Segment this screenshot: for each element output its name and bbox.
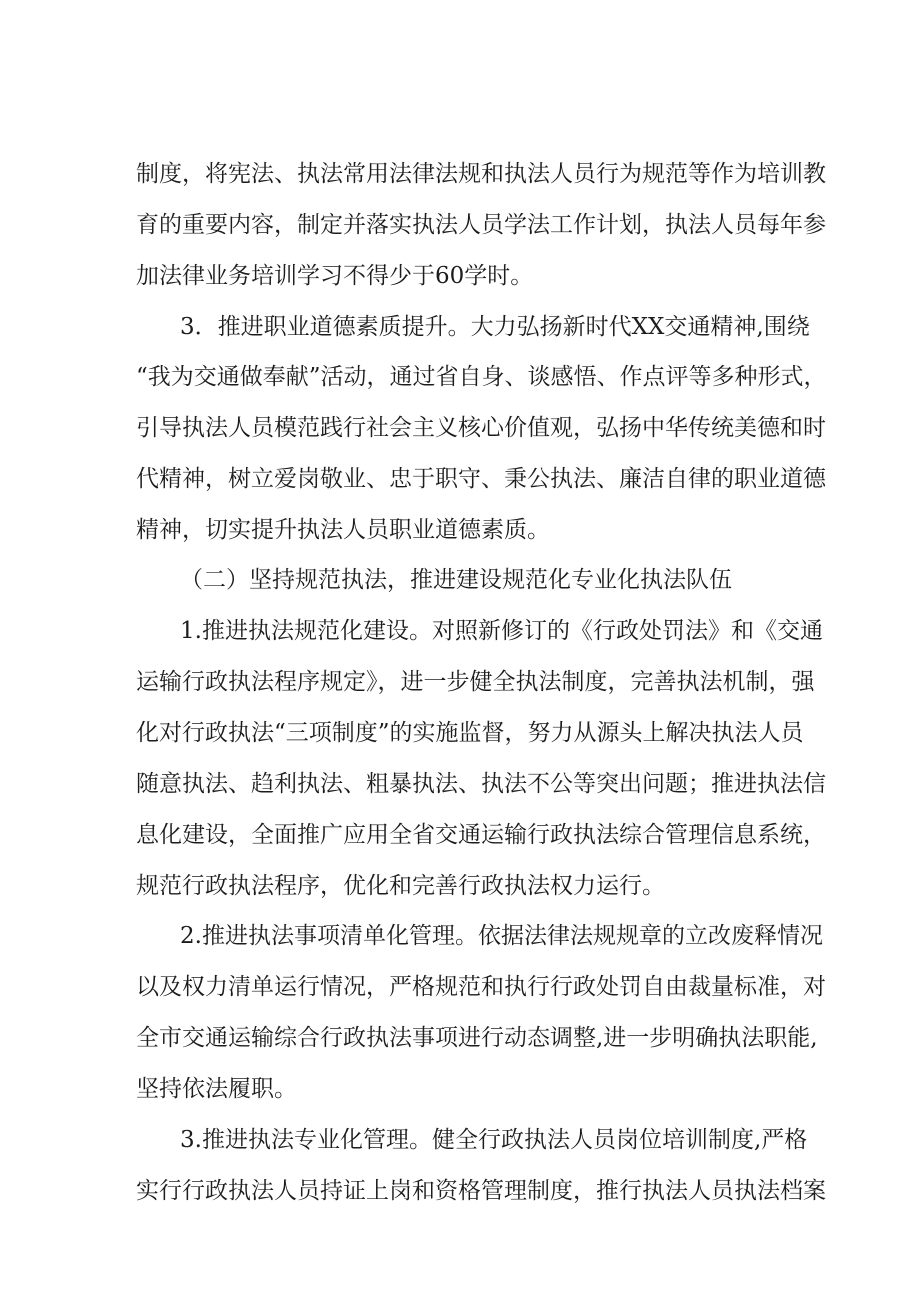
text-line-content: 实行行政执法人员持证上岗和资格管理制度，推行执法人员执法档案 <box>136 1178 826 1204</box>
text-line-content: 育的重要内容，制定并落实执法人员学法工作计划，执法人员每年参 <box>136 212 826 238</box>
text-line-content: 代精神，树立爱岗敬业、忠于职守、秉公执法、廉洁自律的职业道德 <box>136 466 826 492</box>
paragraph-first-line <box>0 611 920 651</box>
paragraph-first-line <box>0 307 920 347</box>
text-line <box>0 357 920 397</box>
text-line <box>0 154 920 194</box>
text-line-content: 引导执法人员模范践行社会主义核心价值观，弘扬中华传统美德和时 <box>136 415 826 441</box>
text-line-content: 化对行政执法“三项制度”的实施监督，努力从源头上解决执法人员 <box>136 720 804 746</box>
text-line <box>0 408 920 448</box>
text-line <box>0 967 920 1007</box>
text-line <box>0 662 920 702</box>
text-line <box>0 764 920 804</box>
text-line <box>0 510 920 550</box>
section-heading-text: （二）坚持规范执法，推进建设规范化专业化执法队伍 <box>180 567 732 593</box>
text-line-content: “我为交通做奉献”活动，通过省自身、谈感悟、作点评等多种形式， <box>136 364 827 390</box>
paragraph-first-line <box>0 916 920 956</box>
text-line-content: 随意执法、趋利执法、粗暴执法、执法不公等突出问题；推进执法信 <box>136 771 826 797</box>
text-line <box>0 1018 920 1058</box>
text-line-content: 以及权力清单运行情况，严格规范和执行行政处罚自由裁量标准，对 <box>136 974 826 1000</box>
text-line-content: 3.推进执法专业化管理。健全行政执法人员岗位培训制度,严格 <box>180 1127 808 1153</box>
text-line-content: 息化建设，全面推广应用全省交通运输行政执法综合管理信息系统， <box>136 822 826 848</box>
text-line-content: 运输行政执法程序规定》，进一步健全执法制度，完善执法机制，强 <box>136 669 815 695</box>
section-heading <box>0 560 920 600</box>
text-line-content: 2.推进执法事项清单化管理。依据法律法规规章的立改废释情况 <box>180 923 823 949</box>
text-line-content: 规范行政执法程序，优化和完善行政执法权力运行。 <box>136 873 665 899</box>
text-line-content: 精神，切实提升执法人员职业道德素质。 <box>136 517 550 543</box>
text-line <box>0 1171 920 1211</box>
text-line-content: 3．推进职业道德素质提升。大力弘扬新时代XX交通精神,围绕 <box>180 314 810 340</box>
text-line-content: 1.推进执法规范化建设。对照新修订的《行政处罚法》和《交通 <box>180 618 823 644</box>
text-line-content: 加法律业务培训学习不得少于60学时。 <box>136 263 534 289</box>
text-line <box>0 205 920 245</box>
text-line-content: 制度，将宪法、执法常用法律法规和执法人员行为规范等作为培训教 <box>136 161 826 187</box>
text-line <box>0 256 920 296</box>
text-line <box>0 459 920 499</box>
text-line <box>0 1069 920 1109</box>
text-line-content: 全市交通运输综合行政执法事项进行动态调整,进一步明确执法职能, <box>136 1025 818 1051</box>
text-line <box>0 713 920 753</box>
text-line-content: 坚持依法履职。 <box>136 1076 297 1102</box>
text-line <box>0 866 920 906</box>
paragraph-first-line <box>0 1120 920 1160</box>
text-line <box>0 815 920 855</box>
